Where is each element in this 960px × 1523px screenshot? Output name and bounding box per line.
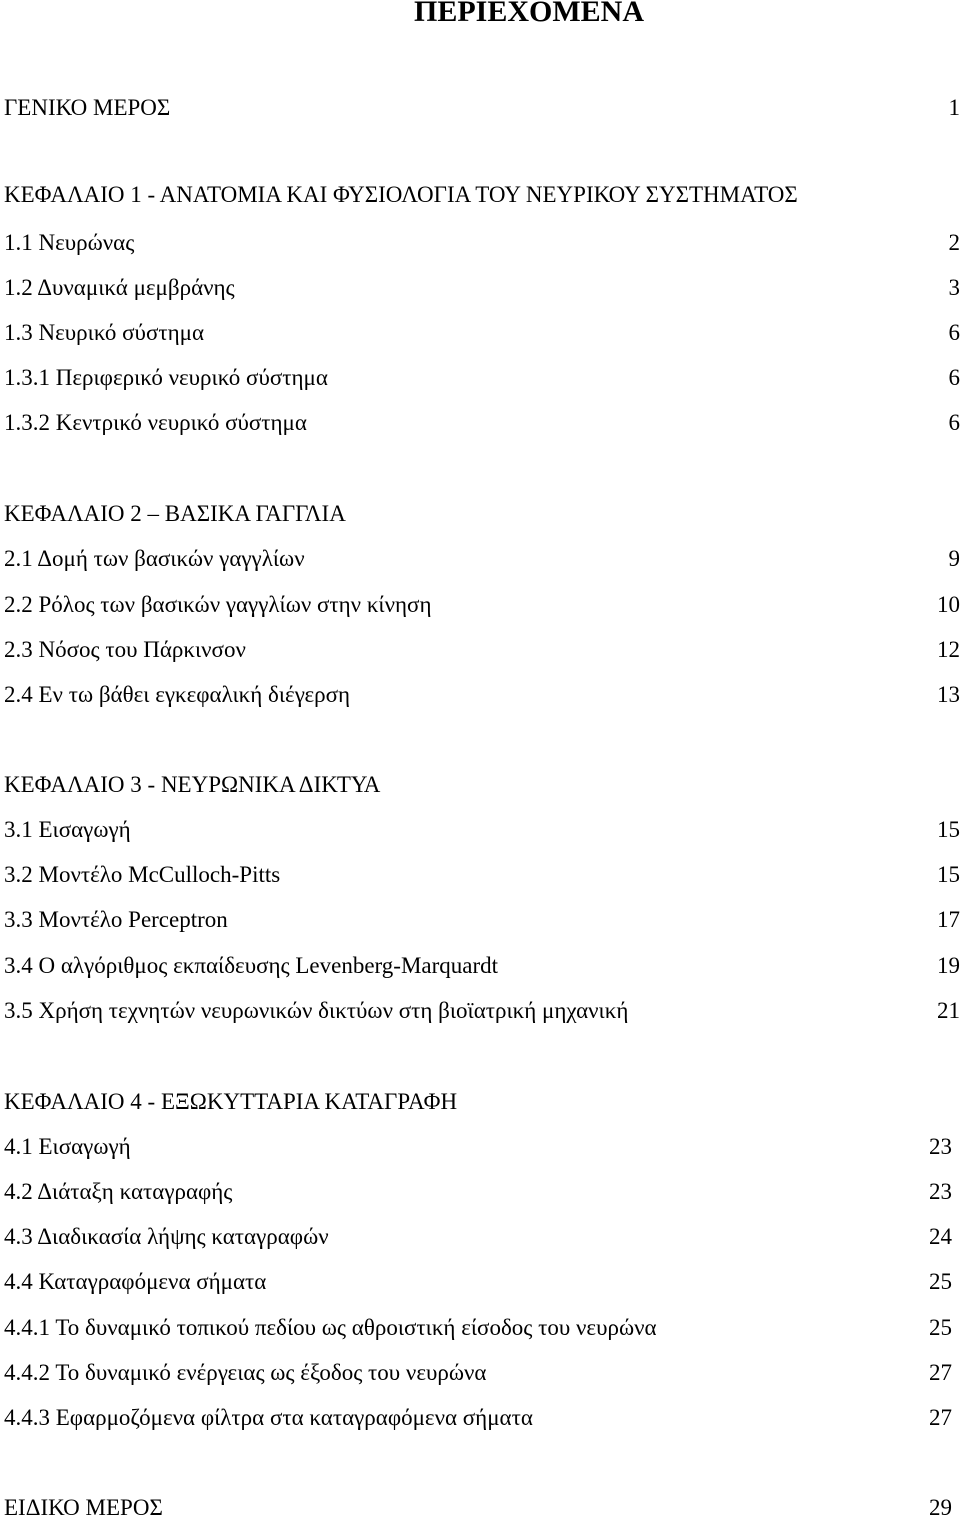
toc-entry-label: 1.3.2 Κεντρικό νευρικό σύστημα <box>4 408 307 438</box>
toc-entry-label: 2.3 Νόσος του Πάρκινσον <box>4 635 246 665</box>
toc-entry <box>4 1358 960 1388</box>
toc-entry <box>4 951 960 981</box>
toc-entry-label: ΕΙΔΙΚΟ ΜΕΡΟΣ <box>4 1493 163 1523</box>
toc-entry <box>4 590 960 620</box>
chapter-heading-label: ΚΕΦΑΛΑΙΟ 1 - ΑΝΑΤΟΜΙΑ ΚΑΙ ΦΥΣΙΟΛΟΓΙΑ ΤΟΥ ΝΕΥΡΙΚΟΥ ΣΥΣΤΗΜΑΤΟΣ <box>4 180 798 210</box>
toc-entry <box>4 1177 960 1207</box>
chapter-heading-label: ΚΕΦΑΛΑΙΟ 2 – ΒΑΣΙΚΑ ΓΑΓΓΛΙΑ <box>4 499 346 529</box>
toc-entry-page-number: 13 <box>937 680 960 710</box>
toc-entry-page-number: 24 <box>929 1222 952 1252</box>
toc-entry-special-part <box>4 1493 960 1523</box>
toc-entry-label: 3.5 Χρήση τεχνητών νευρωνικών δικτύων στη βιοϊατρική μηχανική <box>4 996 628 1026</box>
toc-entry-page-number: 23 <box>929 1132 952 1162</box>
toc-entry-page-number: 23 <box>929 1177 952 1207</box>
toc-entry <box>4 273 960 303</box>
toc-entry-page-number: 29 <box>929 1493 952 1523</box>
toc-entry-label: 3.1 Εισαγωγή <box>4 815 131 845</box>
toc-entry <box>4 318 960 348</box>
toc-entry-label: 1.3.1 Περιφερικό νευρικό σύστημα <box>4 363 328 393</box>
toc-entry <box>4 860 960 890</box>
toc-entry-label: 1.1 Νευρώνας <box>4 228 134 258</box>
toc-entry-label: 1.2 Δυναμικά μεμβράνης <box>4 273 235 303</box>
toc-entry-label: ΓΕΝΙΚΟ ΜΕΡΟΣ <box>4 93 170 123</box>
toc-entry <box>4 1403 960 1433</box>
toc-entry-label: 4.2 Διάταξη καταγραφής <box>4 1177 232 1207</box>
page-title: ΠΕΡΙΕΧΟΜΕΝΑ <box>0 0 960 34</box>
toc-entry <box>4 1267 960 1297</box>
toc-entry-page-number: 15 <box>937 815 960 845</box>
toc-entry-label: 3.4 Ο αλγόριθμος εκπαίδευσης Levenberg-Marquardt <box>4 951 498 981</box>
toc-entry-label: 4.3 Διαδικασία λήψης καταγραφών <box>4 1222 329 1252</box>
toc-entry-page-number: 15 <box>937 860 960 890</box>
toc-entry-page-number: 12 <box>937 635 960 665</box>
toc-entry <box>4 996 960 1026</box>
toc-entry-label: 4.1 Εισαγωγή <box>4 1132 131 1162</box>
toc-entry-label: 4.4.3 Εφαρμοζόμενα φίλτρα στα καταγραφόμενα σήματα <box>4 1403 533 1433</box>
toc-entry-page-number: 25 <box>929 1267 952 1297</box>
toc-entry-page-number: 6 <box>949 318 960 348</box>
toc-entry <box>4 363 960 393</box>
toc-entry <box>4 680 960 710</box>
toc-entry <box>4 635 960 665</box>
chapter-3-heading <box>4 770 960 800</box>
toc-entry-page-number: 27 <box>929 1358 952 1388</box>
toc-entry-general-part <box>4 93 960 123</box>
toc-entry <box>4 1313 960 1343</box>
toc-entry-page-number: 19 <box>937 951 960 981</box>
chapter-4-heading <box>4 1087 960 1117</box>
toc-entry-page-number: 2 <box>949 228 960 258</box>
toc-entry-label: 2.1 Δομή των βασικών γαγγλίων <box>4 544 305 574</box>
chapter-2-heading <box>4 499 960 529</box>
toc-entry-page-number: 1 <box>949 93 960 123</box>
toc-entry <box>4 228 960 258</box>
toc-entry <box>4 408 960 438</box>
toc-entry-page-number: 27 <box>929 1403 952 1433</box>
toc-entry <box>4 815 960 845</box>
toc-entry-page-number: 3 <box>949 273 960 303</box>
toc-entry <box>4 905 960 935</box>
toc-entry-page-number: 6 <box>949 363 960 393</box>
toc-entry-label: 4.4 Καταγραφόμενα σήματα <box>4 1267 266 1297</box>
chapter-heading-label: ΚΕΦΑΛΑΙΟ 3 - ΝΕΥΡΩΝΙΚΑ ΔΙΚΤΥΑ <box>4 770 380 800</box>
toc-entry-label: 3.3 Μοντέλο Perceptron <box>4 905 228 935</box>
toc-entry-page-number: 25 <box>929 1313 952 1343</box>
toc-entry <box>4 1132 960 1162</box>
toc-entry-label: 3.2 Μοντέλο McCulloch-Pitts <box>4 860 280 890</box>
toc-entry <box>4 1222 960 1252</box>
toc-entry-page-number: 21 <box>937 996 960 1026</box>
toc-entry-label: 2.2 Ρόλος των βασικών γαγγλίων στην κίνηση <box>4 590 431 620</box>
toc-entry-page-number: 6 <box>949 408 960 438</box>
toc-entry <box>4 544 960 574</box>
toc-entry-label: 2.4 Εν τω βάθει εγκεφαλική διέγερση <box>4 680 350 710</box>
toc-entry-label: 4.4.2 Το δυναμικό ενέργειας ως έξοδος του νευρώνα <box>4 1358 486 1388</box>
chapter-heading-label: ΚΕΦΑΛΑΙΟ 4 - ΕΞΩΚΥΤΤΑΡΙΑ ΚΑΤΑΓΡΑΦΗ <box>4 1087 457 1117</box>
toc-entry-label: 1.3 Νευρικό σύστημα <box>4 318 204 348</box>
toc-entry-page-number: 9 <box>949 544 960 574</box>
toc-entry-page-number: 10 <box>937 590 960 620</box>
chapter-1-heading <box>4 180 960 210</box>
toc-entry-page-number: 17 <box>937 905 960 935</box>
toc-entry-label: 4.4.1 Το δυναμικό τοπικού πεδίου ως αθροιστική είσοδος του νευρώνα <box>4 1313 657 1343</box>
